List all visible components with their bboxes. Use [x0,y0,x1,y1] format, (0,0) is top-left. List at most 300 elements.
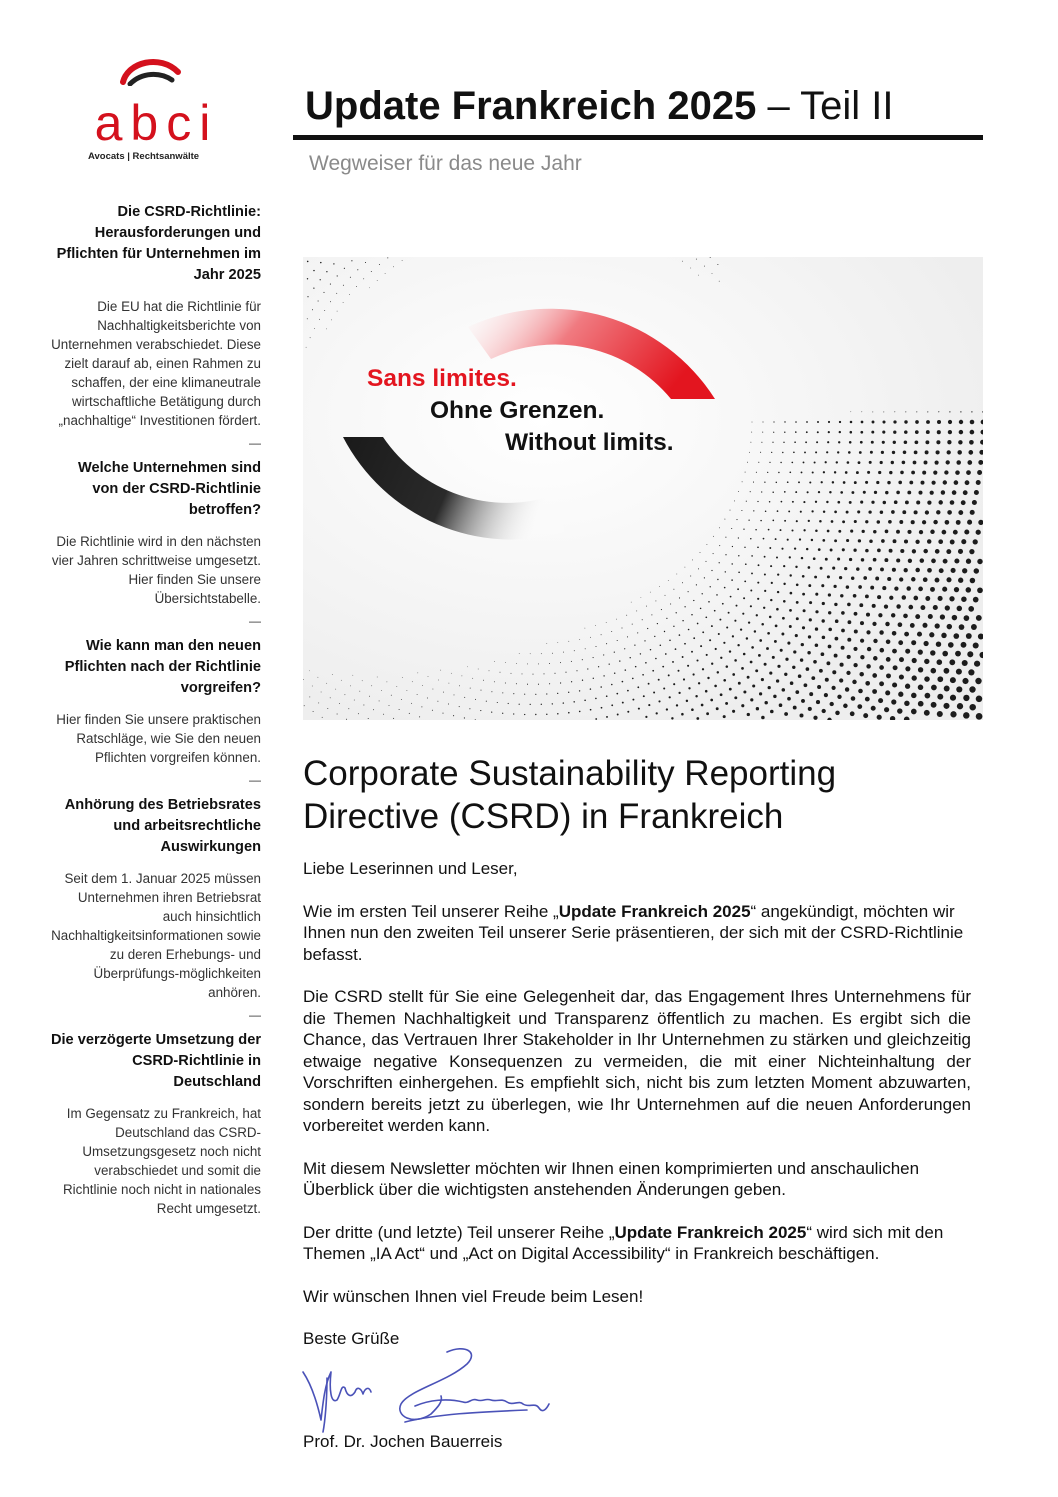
halftone-dot [936,510,940,514]
halftone-dot [793,451,795,453]
halftone-dot [937,420,941,424]
halftone-dot [393,718,394,719]
halftone-dot [865,520,868,523]
halftone-dot [871,441,874,444]
halftone-dot [688,591,689,592]
halftone-dot [304,705,305,706]
halftone-dot [882,586,886,590]
halftone-dot [573,701,574,702]
halftone-dot [937,659,943,665]
halftone-dot [310,337,311,338]
halftone-dot [834,603,837,606]
halftone-dot [678,692,680,694]
halftone-dot [764,590,766,592]
halftone-dot [812,471,814,473]
halftone-dot [918,587,923,592]
halftone-dot [814,576,817,579]
halftone-dot [851,491,854,494]
halftone-dot [600,686,602,688]
halftone-dot [762,421,763,422]
halftone-dot [880,567,884,571]
halftone-dot [402,677,403,678]
halftone-dot [348,708,349,709]
halftone-dot [716,594,718,596]
halftone-dot [914,451,918,455]
halftone-dot [768,529,770,531]
halftone-dot [354,700,355,701]
halftone-dot [849,558,852,561]
halftone-dot [857,704,862,709]
halftone-dot [736,519,737,520]
halftone-dot [918,667,923,672]
halftone-dot [775,538,777,540]
greeting: Liebe Leserinnen und Leser, [303,859,518,878]
halftone-dot [938,411,939,412]
halftone-dot [922,623,927,628]
halftone-dot [819,520,822,523]
halftone-dot [330,697,331,698]
halftone-dot [909,481,913,485]
halftone-dot [839,431,841,433]
halftone-dot [758,654,761,657]
halftone-dot [915,440,919,444]
halftone-dot [882,431,885,434]
halftone-dot [696,717,699,720]
halftone-dot [726,626,728,628]
halftone-dot [966,559,971,564]
halftone-dot [673,626,674,627]
halftone-dot [731,563,732,564]
sidebar-toc [50,202,261,1218]
halftone-dot [671,717,673,719]
halftone-dot [622,702,624,704]
halftone-dot [761,716,765,720]
halftone-dot [773,421,774,422]
halftone-dot [834,511,837,514]
halftone-dot [892,631,897,636]
halftone-dot [417,673,418,674]
halftone-dot [925,440,929,444]
halftone-dot [668,580,669,581]
halftone-dot [872,689,877,694]
halftone-dot [462,676,463,677]
halftone-dot [922,520,926,524]
halftone-dot [776,679,779,682]
halftone-dot [973,642,979,648]
halftone-dot [320,262,321,263]
halftone-dot [906,586,910,590]
halftone-dot [747,713,750,716]
halftone-dot [904,568,908,572]
sidebar-heading-affected-companies[interactable]: Welche Unternehmen sind von der CSRD-Richtlinie betroffen? [78,460,261,518]
halftone-dot [924,461,928,465]
halftone-dot [930,491,934,495]
halftone-dot [911,520,915,524]
halftone-dot [853,663,857,667]
signer-name: Prof. Dr. Jochen Bauerreis [303,1432,503,1451]
halftone-dot [789,625,792,628]
halftone-dot [636,610,637,611]
halftone-dot [804,451,806,453]
halftone-dot [856,471,859,474]
halftone-dot [913,596,918,601]
halftone-dot [808,584,811,587]
halftone-dot [393,266,394,267]
halftone-dot [642,674,644,676]
halftone-dot [963,695,969,701]
halftone-dot [650,649,651,650]
halftone-dot [956,669,962,675]
halftone-dot [560,662,561,663]
halftone-dot [419,716,420,717]
halftone-dot [821,584,824,587]
halftone-dot [748,621,750,623]
title-part: Teil II [800,84,894,128]
halftone-dot [927,568,932,573]
halftone-dot [442,713,443,714]
halftone-dot [738,491,739,492]
halftone-dot [946,460,950,464]
halftone-dot [877,549,881,553]
halftone-dot [943,703,949,709]
halftone-dot [835,619,839,623]
halftone-dot [930,650,935,655]
halftone-dot [642,619,643,620]
halftone-dot [976,615,982,621]
halftone-dot [822,539,825,542]
halftone-dot [826,451,828,453]
halftone-dot [842,520,845,523]
halftone-dot [956,520,961,525]
halftone-dot [969,704,976,711]
closing: Beste Grüße [303,1329,400,1348]
halftone-dot [448,704,449,705]
halftone-dot [958,510,963,515]
halftone-dot [977,559,982,564]
halftone-dot [513,693,514,694]
halftone-dot [916,411,917,412]
halftone-dot [313,270,314,271]
halftone-dot [365,262,366,263]
halftone-dot [937,676,943,682]
halftone-dot [783,583,785,585]
halftone-dot [719,527,720,528]
halftone-dot [486,701,487,702]
halftone-dot [945,605,950,610]
halftone-dot [911,640,916,645]
halftone-dot [638,708,640,710]
halftone-dot [971,624,977,630]
halftone-dot [349,294,350,295]
halftone-dot [625,669,626,670]
halftone-dot [494,661,495,662]
halftone-dot [973,597,979,603]
halftone-dot [832,481,834,483]
halftone-dot [698,568,699,569]
halftone-dot [475,699,476,700]
halftone-dot [451,673,452,674]
halftone-dot [898,481,902,485]
halftone-dot [905,684,910,689]
halftone-dot [911,471,915,475]
sidebar-text: Im Gegensatz zu Frankreich, hat Deutschland das CSRD-Umsetzungsgesetz noch nicht verabschiedet und somit die Richtlinie noch nicht in nationales Recht umgesetzt. [62,1106,261,1216]
halftone-dot [701,704,704,707]
halftone-dot [777,510,779,512]
halftone-dot [363,705,364,706]
halftone-dot [326,329,327,330]
halftone-dot [818,548,821,551]
halftone-dot [596,646,597,647]
halftone-dot [845,687,849,691]
halftone-dot [712,273,713,274]
halftone-dot [798,674,802,678]
halftone-dot [307,278,308,279]
halftone-dot [784,673,787,676]
halftone-dot [839,576,842,579]
halftone-dot [511,673,512,674]
slogan-french: Sans limites. [367,365,517,392]
halftone-dot [478,669,479,670]
halftone-dot [774,640,777,643]
halftone-dot [858,539,861,542]
halftone-dot [871,706,876,711]
p4-bold: Update Frankreich 2025 [614,1222,807,1242]
halftone-dot [654,636,655,637]
halftone-dot [725,571,726,572]
halftone-dot [708,601,710,603]
halftone-dot [859,603,863,607]
halftone-dot [803,501,805,503]
page-title [305,82,893,130]
halftone-dot [912,675,917,680]
halftone-dot [731,528,732,529]
halftone-dot [723,715,726,718]
halftone-dot [926,430,930,434]
halftone-dot [877,715,882,720]
halftone-dot [318,702,319,703]
halftone-dot [915,614,920,619]
halftone-dot [669,696,671,698]
halftone-dot [782,452,783,453]
halftone-dot [655,600,656,601]
halftone-dot [761,623,764,626]
halftone-dot [557,713,559,715]
halftone-dot [582,659,583,660]
halftone-dot [603,654,604,655]
halftone-dot [966,587,972,593]
halftone-dot [750,590,752,592]
halftone-dot [853,647,857,651]
halftone-dot [952,490,957,495]
halftone-dot [946,577,951,582]
halftone-dot [438,680,439,681]
halftone-dot [522,673,523,674]
halftone-dot [412,681,413,682]
halftone-dot [483,680,484,681]
halftone-dot [611,631,612,632]
halftone-dot [827,441,829,443]
halftone-dot [809,601,812,604]
halftone-dot [769,672,772,675]
halftone-dot [791,529,793,531]
halftone-dot [841,629,845,633]
halftone-dot [840,594,843,597]
halftone-dot [860,655,864,659]
halftone-dot [389,705,390,706]
halftone-dot [879,665,884,670]
halftone-dot [950,677,956,683]
halftone-dot [658,679,660,681]
halftone-dot [950,500,955,505]
halftone-dot [974,661,980,667]
article-heading: Corporate Sustainability Reporting Directive (CSRD) in Frankreich [303,754,837,836]
halftone-dot [738,571,740,573]
halftone-dot [806,421,808,423]
halftone-dot [815,593,818,596]
halftone-dot [961,596,966,601]
halftone-dot [974,568,979,573]
halftone-dot [546,714,547,715]
halftone-dot [535,694,536,695]
halftone-dot [676,612,677,613]
halftone-dot [401,699,402,700]
halftone-dot [882,420,885,423]
halftone-dot [409,713,410,714]
halftone-dot [785,658,788,661]
halftone-dot [956,460,961,465]
sidebar-section [50,458,261,630]
halftone-dot [368,718,369,719]
halftone-dot [853,594,857,598]
halftone-dot [552,703,553,704]
halftone-dot [682,261,683,262]
halftone-dot [828,611,831,614]
halftone-dot [952,615,957,620]
halftone-dot [854,612,858,616]
halftone-dot [746,501,747,502]
halftone-dot [977,587,983,593]
halftone-dot [902,510,906,514]
halftone-dot [761,491,762,492]
halftone-dot [931,668,937,674]
halftone-dot [927,539,931,543]
halftone-dot [582,680,583,681]
halftone-dot [754,630,756,632]
halftone-dot [802,626,805,629]
halftone-dot [911,693,917,699]
sidebar-heading-csrd-challenges[interactable]: Die CSRD-Richtlinie: Herausforderungen und Pflichten für Unternehmen im Jahr 2025 [56,204,261,283]
halftone-dot [516,663,517,664]
halftone-dot [343,302,344,303]
halftone-dot [892,682,897,687]
sidebar-heading-germany-delay[interactable]: Die verzögerte Umsetzung der CSRD-Richtlinie in Deutschland [50,1032,261,1090]
halftone-dot [776,608,779,611]
halftone-dot [742,613,744,615]
halftone-dot [948,642,954,648]
sidebar-section [50,1030,261,1218]
sidebar-heading-anticipate-obligations[interactable]: Wie kann man den neuen Pflichten nach der Richtlinie vorgreifen? [64,638,261,696]
halftone-dot [682,582,683,583]
halftone-dot [322,717,323,718]
halftone-dot [690,268,691,269]
halftone-dot [546,693,547,694]
sidebar-text: Hier finden Sie unsere praktischen Ratschläge, wie Sie den neuen Pflichten vorgreifen können. [56,712,261,765]
halftone-dot [817,431,819,433]
halftone-dot [744,547,745,548]
halftone-dot [959,430,963,434]
halftone-dot [950,711,956,717]
halftone-dot [799,713,803,717]
halftone-dot [698,682,700,684]
halftone-dot [494,681,495,682]
halftone-dot [947,510,952,515]
halftone-dot [820,567,823,570]
halftone-dot [676,574,677,575]
halftone-dot [563,702,564,703]
halftone-dot [743,529,744,530]
halftone-dot [936,440,940,444]
halftone-dot [698,275,699,276]
halftone-dot [658,700,660,702]
halftone-dot [834,471,836,473]
halftone-dot [627,636,628,637]
halftone-dot [947,440,951,444]
halftone-dot [823,471,825,473]
halftone-dot [869,461,872,464]
halftone-dot [783,442,784,443]
halftone-dot [706,654,708,656]
title-underline [293,135,983,140]
halftone-dot [948,420,952,424]
halftone-dot [893,539,897,543]
halftone-dot [758,564,760,566]
halftone-dot [910,623,915,628]
halftone-dot [661,609,662,610]
halftone-dot [784,712,788,716]
halftone-dot [750,698,753,701]
halftone-dot [538,684,539,685]
halftone-dot [784,421,785,422]
halftone-dot [784,491,786,493]
halftone-dot [750,442,751,443]
halftone-dot [866,664,871,669]
halftone-dot [705,561,706,562]
sidebar-text: Die Richtlinie wird in den nächsten vier Jahren schrittweise umgesetzt. Hier finden Sie unsere Übersichtstabelle. [51,534,261,606]
halftone-dot [913,461,917,465]
halftone-dot [861,558,864,561]
halftone-dot [717,579,718,580]
halftone-dot [918,650,923,655]
halftone-dot [903,614,908,619]
halftone-dot [700,552,701,553]
halftone-dot [825,558,828,561]
halftone-dot [770,710,774,714]
halftone-dot [781,501,783,503]
halftone-dot [524,694,525,695]
halftone-dot [489,670,490,671]
halftone-dot [765,511,767,513]
logo-tagline: Avocats | Rechtsanwälte [88,151,200,162]
halftone-dot [967,460,972,465]
halftone-dot [905,411,906,412]
halftone-dot [357,269,358,270]
halftone-dot [885,690,890,695]
halftone-dot [682,620,683,621]
halftone-dot [693,600,694,601]
sidebar-heading-works-council[interactable]: Anhörung des Betriebsrates und arbeitsrechtliche Auswirkungen [64,797,261,855]
halftone-dot [333,263,334,264]
halftone-dot [969,549,974,554]
